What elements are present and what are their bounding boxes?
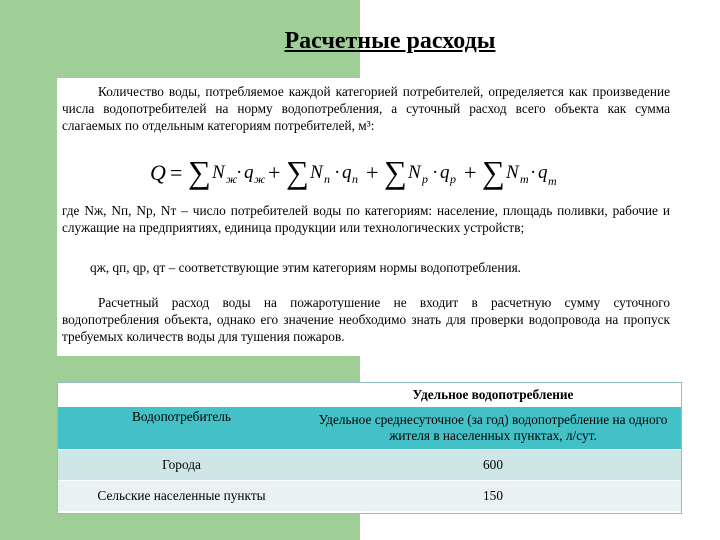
formula-q-sub-3: р [450, 172, 456, 186]
formula-lhs: Q [150, 160, 166, 185]
formula-q-sub-1: ж [254, 172, 266, 186]
water-consumption-table [57, 382, 682, 514]
formula-sum-4: ∑ [482, 154, 505, 190]
formula-plus-3: + [464, 160, 477, 185]
table-row [58, 450, 681, 481]
formula-n-2: N [310, 162, 323, 183]
table-cell-consumer: Сельские населенные пункты [58, 481, 305, 512]
column-header-consumption: Удельное среднесуточное (за год) водопотребление на одного жителя в населенных пунктах, л/сут. [305, 407, 681, 450]
formula-plus-1: + [268, 160, 281, 185]
table-header-spacer [58, 383, 305, 407]
formula-n-sub-3: р [422, 172, 428, 186]
formula-dot-4: · [530, 162, 537, 183]
paragraph-variables-q: qж, qп, qр, qт – соответствующие этим категориям нормы водопотребления. [90, 260, 522, 275]
slide-title: Расчетные расходы [284, 28, 496, 54]
formula-equals: = [170, 160, 183, 185]
formula-q-sub-4: т [548, 174, 557, 188]
formula-n-sub-2: п [324, 172, 330, 186]
table-cell-consumption: 600 [305, 450, 681, 481]
formula-n-4: N [506, 162, 519, 183]
formula-n-3: N [408, 162, 421, 183]
formula-n-sub-1: ж [226, 172, 238, 186]
formula-n-sub-4: т [520, 172, 529, 186]
water-consumption-formula [150, 150, 600, 196]
column-header-consumer: Водопотребитель [58, 407, 305, 450]
formula-q-3: q [440, 162, 450, 183]
formula-sum-3: ∑ [384, 154, 407, 190]
paragraph-intro: Количество воды, потребляемое каждой категорией потребителей, определяется как произведение числа водопотребителей на норму водопотребления, а суточный расход всего объекта как сумма слагаемых по отдельным категориям потребителей, м³: [62, 84, 670, 133]
formula-plus-2: + [366, 160, 379, 185]
table-caption: Удельное водопотребление [305, 383, 681, 407]
formula-q-sub-2: п [352, 172, 358, 186]
formula-q-1: q [244, 162, 254, 183]
table-row [58, 481, 681, 512]
formula-sum-1: ∑ [188, 154, 211, 190]
formula-dot-2: · [334, 162, 341, 183]
formula-dot-1: · [236, 162, 243, 183]
paragraph-fire-flow: Расчетный расход воды на пожаротушение не входит в расчетную сумму суточного водопотребления объекта, однако его значение необходимо знать для проверки водопровода на пропуск требуемых количеств воды для тушения пожаров. [62, 295, 670, 344]
table-cell-consumption: 150 [305, 481, 681, 512]
paragraph-variables-n: где Nж, Nп, Nр, Nт – число потребителей воды по категориям: население, площадь поливки, рабочие и служащие на предприятиях, единица продукции или технологических устройств; [62, 203, 670, 235]
formula-sum-2: ∑ [286, 154, 309, 190]
formula-dot-3: · [432, 162, 439, 183]
table-cell-consumer: Города [58, 450, 305, 481]
formula-n-1: N [212, 162, 225, 183]
formula-q-2: q [342, 162, 352, 183]
formula-q-4: q [538, 162, 548, 183]
